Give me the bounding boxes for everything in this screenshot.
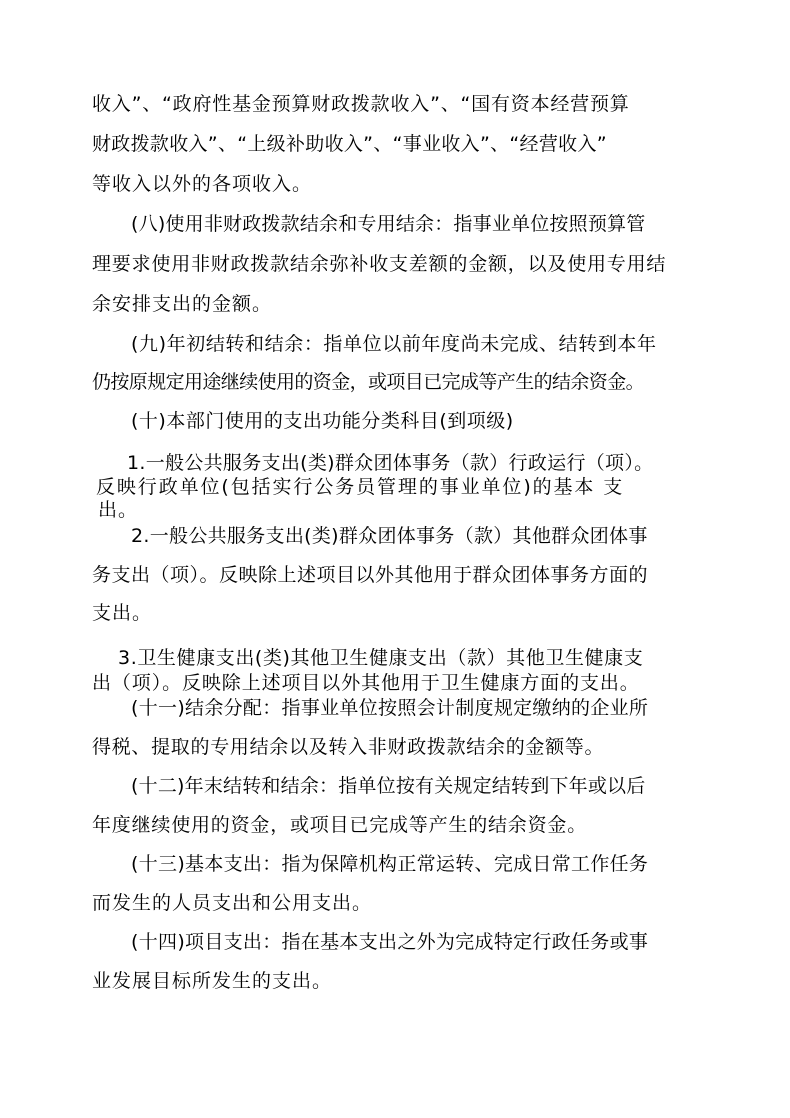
text-line: 2.一般公共服务支出(类)群众团体事务（款）其他群众团体事 [131, 525, 648, 547]
text-line: 等收入以外的各项收入。 [92, 173, 313, 195]
text-line: 支出。 [92, 602, 153, 624]
text-line: 出（项）。反映除上述项目以外其他用于卫生健康方面的支出。 [92, 672, 640, 694]
text-line: (十)本部门使用的支出功能分类科目(到项级) [131, 410, 514, 432]
text-line: 年度继续使用的资金，或项目已完成等产生的结余资金。 [92, 814, 588, 836]
text-line: (九)年初结转和结余：指单位以前年度尚未完成、结转到本年 [131, 333, 657, 355]
text-line: 业发展目标所发生的支出。 [92, 970, 333, 992]
text-line: 得税、提取的专用结余以及转入非财政拨款结余的金额等。 [92, 736, 605, 758]
text-line: 理要求使用非财政拨款结余弥补收支差额的金额，以及使用专用结 [92, 253, 667, 275]
text-line: (十一)结余分配：指事业单位按照会计制度规定缴纳的企业所 [131, 697, 649, 719]
text-line: (八)使用非财政拨款结余和专用结余：指事业单位按照预算管 [131, 213, 646, 235]
text-line: 收入”、“政府性基金预算财政拨款收入”、“国有资本经营预算 [92, 93, 630, 115]
text-line: 财政拨款收入”、“上级补助收入”、“事业收入”、“经营收入” [92, 133, 607, 155]
text-line: 务支出（项）。反映除上述项目以外其他用于群众团体事务方面的 [92, 564, 649, 586]
text-line: 3.卫生健康支出(类)其他卫生健康支出（款）其他卫生健康支 [118, 647, 644, 669]
text-line: (十二)年末结转和结余：指单位按有关规定结转到下年或以后 [131, 775, 646, 797]
text-line: (十四)项目支出：指在基本支出之外为完成特定行政任务或事 [131, 931, 649, 953]
text-line: 反映行政单位(包括实行公务员管理的事业单位)的基本 支 [96, 476, 625, 498]
text-line: 1.一般公共服务支出(类)群众团体事务（款）行政运行（项）。 [127, 452, 654, 474]
text-line: (十三)基本支出：指为保障机构正常运转、完成日常工作任务 [131, 853, 649, 875]
text-line: 余安排支出的金额。 [92, 293, 273, 315]
text-line: 仍按原规定用途继续使用的资金，或项目已完成等产生的结余资金。 [92, 371, 645, 393]
text-line: 而发生的人员支出和公用支出。 [92, 892, 373, 914]
text-line: 出。 [98, 499, 139, 521]
